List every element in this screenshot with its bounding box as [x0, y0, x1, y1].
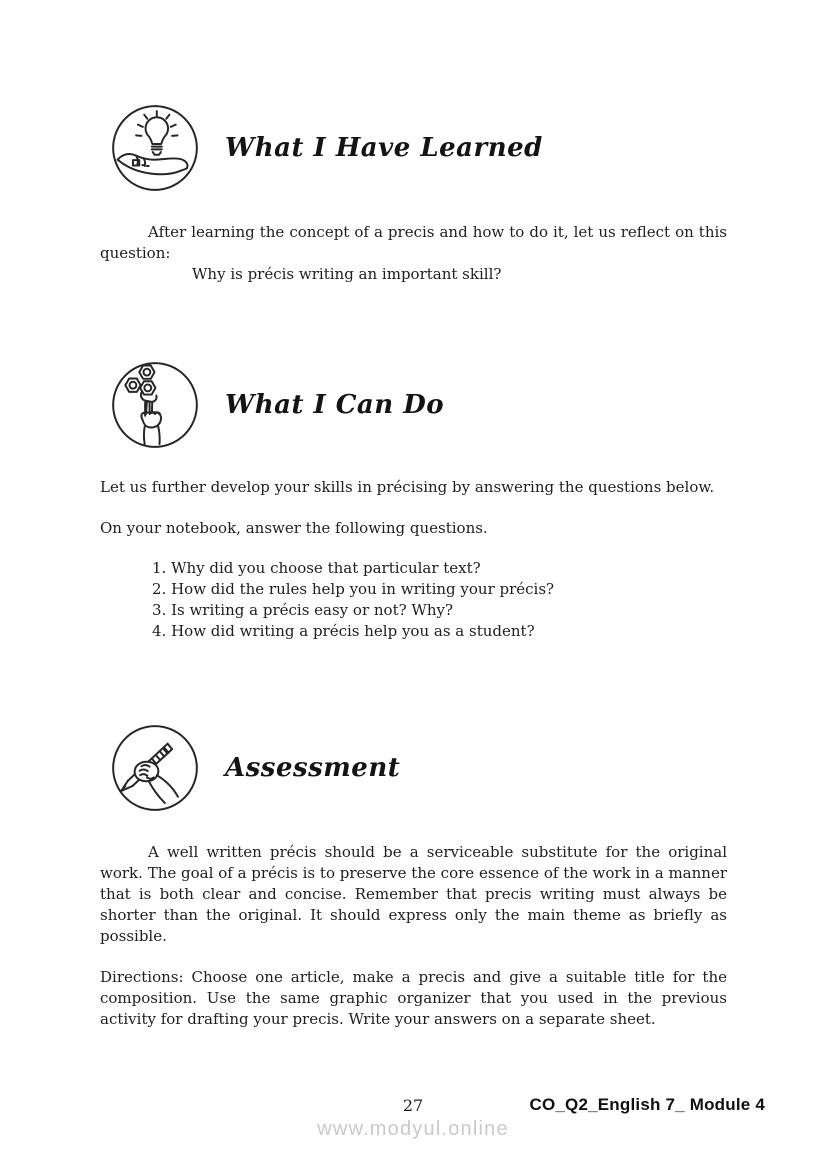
learned-paragraph: After learning the concept of a precis and how to do it, let us reflect on this question:	[100, 223, 727, 262]
page-content	[100, 0, 727, 1030]
assessment-directions: Directions: Choose one article, make a precis and give a suitable title for the composition. Use the same graphic organizer that you used in the previous activity for drafting your precis. Write your answers on a separate sheet.	[100, 968, 727, 1028]
question-item-2: 2. How did the rules help you in writing your précis?	[152, 580, 555, 598]
module-footer-label: CO_Q2_English 7_ Module 4	[529, 1095, 765, 1114]
page-number: 27	[402, 1096, 424, 1115]
question-item-3: 3. Is writing a précis easy or not? Why?	[152, 601, 454, 619]
section-what-i-have-learned-header	[100, 103, 727, 193]
section-assessment-header	[100, 723, 727, 813]
hand-writing-pencil-icon	[110, 723, 200, 813]
lightbulb-in-hand-icon	[110, 103, 200, 193]
can-do-instruction: On your notebook, answer the following questions.	[100, 519, 488, 537]
can-do-intro: Let us further develop your skills in précising by answering the questions below.	[100, 478, 715, 496]
question-item-1: 1. Why did you choose that particular text?	[152, 559, 481, 577]
assessment-paragraph: A well written précis should be a serviceable substitute for the original work. The goal of a précis is to preserve the core essence of the work in a manner that is both clear and concise. Remember that precis writing must always be shorter than the original. It should express only the main theme as briefly as possible.	[100, 843, 727, 945]
section-heading-what-i-can-do: What I Can Do	[225, 390, 445, 420]
hand-holding-wrench-icon	[110, 360, 200, 450]
section-heading-what-i-have-learned: What I Have Learned	[225, 133, 543, 163]
section-what-i-can-do-header	[100, 360, 727, 450]
question-item-4: 4. How did writing a précis help you as a student?	[152, 622, 535, 640]
section-heading-assessment: Assessment	[225, 753, 401, 783]
reflect-question: Why is précis writing an important skill?	[192, 265, 502, 283]
question-list	[100, 558, 727, 642]
watermark: www.modyul.online	[317, 1118, 509, 1140]
